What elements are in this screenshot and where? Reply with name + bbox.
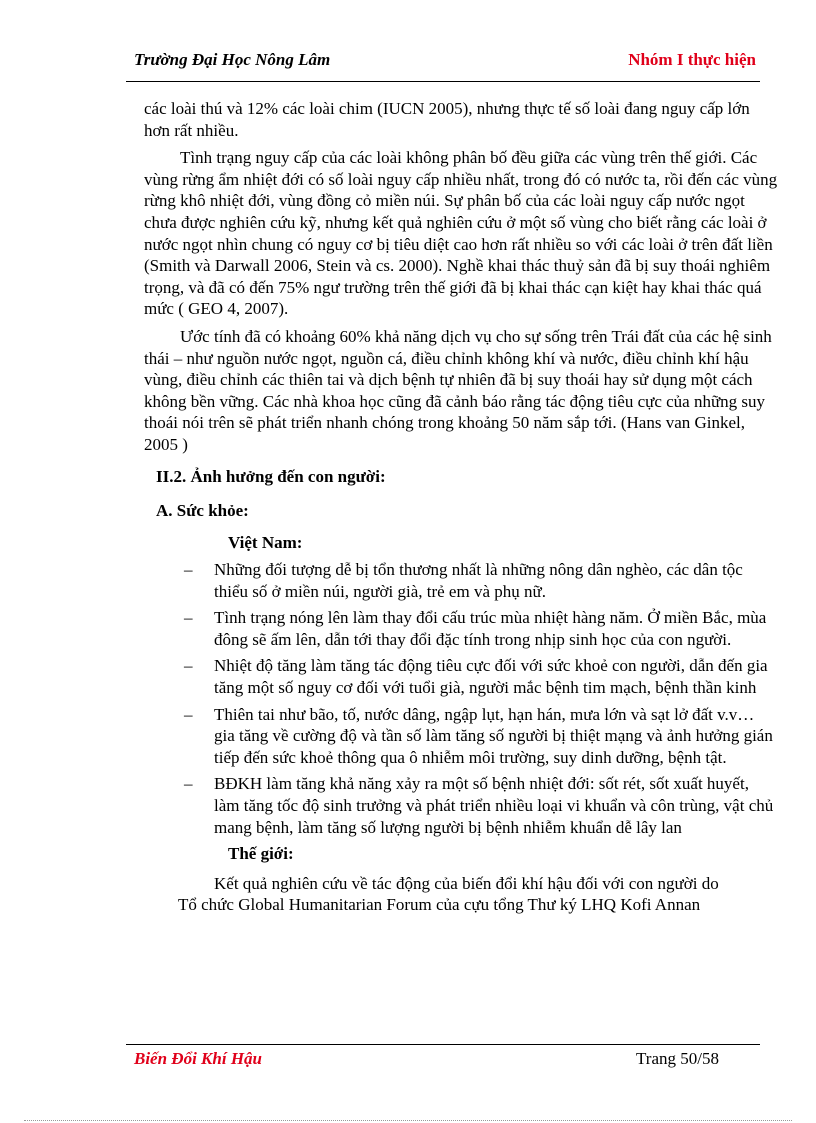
footer-divider [126, 1044, 760, 1045]
list-item: – Tình trạng nóng lên làm thay đổi cấu trúc mùa nhiệt hàng năm. Ở miền Bắc, mùa đông sẽ ấm lên, dẫn tới thay đổi đặc tính trong nhịp sinh học của con người. [184, 608, 767, 649]
subsection-heading-health: A. Sức khỏe: [156, 500, 249, 520]
footer-document-title: Biến Đổi Khí Hậu [134, 1049, 263, 1068]
dash-bullet: – [184, 704, 193, 724]
dash-bullet: – [184, 560, 193, 580]
health-impact-list [144, 559, 778, 838]
header-group-credit: Nhóm I thực hiện [628, 50, 756, 69]
dash-bullet: – [184, 656, 193, 676]
page-body [144, 98, 778, 922]
vietnam-label: Việt Nam: [228, 532, 303, 552]
paragraph-endangered-distribution: Tình trạng nguy cấp của các loài không phân bố đều giữa các vùng trên thế giới. Các vùng rừng ẩm nhiệt đới có số loài nguy cấp nhiều nhất, trong đó có nước ta, rồi đến các vùng rừng khô nhiệt đới, vùng đồng cỏ miền núi. Sự phân bố của các loài nguy cấp nước ngọt chưa được nghiên cứu kỹ, nhưng kết quả nghiên cứu ở một số vùng cho biết rằng các loài ở nước ngọt nhìn chung có nguy cơ bị tiêu diệt cao hơn rất nhiều so với các loài ở trên đất liền (Smith và Darwall 2006, Stein và cs. 2000). Nghề khai thác thuỷ sản đã bị suy thoái nghiêm trọng, và đã có đến 75% ngư trường trên thế giới đã bị khai thác cạn kiệt hay khai thác quá mức ( GEO 4, 2007). [144, 148, 778, 319]
page-edge-line [24, 1120, 792, 1121]
paragraph-world-research: Kết quả nghiên cứu về tác động của biến đổi khí hậu đối với con người do Tổ chức Global Humanitarian Forum của cựu tổng Thư ký LHQ Kofi Annan [178, 873, 719, 915]
page-number: Trang 50/58 [636, 1049, 719, 1068]
header-divider [126, 81, 760, 82]
list-item: – Thiên tai như bão, tố, nước dâng, ngập lụt, hạn hán, mưa lớn và sạt lở đất v.v… gia tăng về cường độ và tần số làm tăng số người bị thiệt mạng và ảnh hưởng gián tiếp đến sức khoẻ thông qua ô nhiễm môi trường, suy dinh dưỡng, bệnh tật. [184, 704, 773, 767]
paragraph-ecosystem-services: Ước tính đã có khoảng 60% khả năng dịch vụ cho sự sống trên Trái đất của các hệ sinh thái – như nguồn nước ngọt, nguồn cá, điều chỉnh không khí và nước, điều chỉnh khí hậu vùng, điều chỉnh các thiên tai và dịch bệnh tự nhiên đã bị suy thoái hay sử dụng một cách không bền vững. Các nhà khoa học cũng đã cảnh báo rằng tác động tiêu cực của những suy thoái nói trên sẽ phát triển nhanh chóng trong khoảng 50 năm sắp tới. (Hans van Ginkel, 2005 ) [144, 326, 772, 454]
section-heading: II.2. Ảnh hưởng đến con người: [156, 466, 386, 486]
dash-bullet: – [184, 608, 193, 628]
list-item: – BĐKH làm tăng khả năng xảy ra một số bệnh nhiệt đới: sốt rét, sốt xuất huyết, làm tăng tốc độ sinh trưởng và phát triển nhiều loại vi khuẩn và côn trùng, vật chủ mang bệnh, làm tăng số lượng người bị bệnh nhiễm khuẩn dễ lây lan [184, 774, 774, 837]
dash-bullet: – [184, 774, 193, 794]
world-label: Thế giới: [228, 844, 294, 864]
list-item: – Nhiệt độ tăng làm tăng tác động tiêu cực đối với sức khoẻ con người, dẫn đến gia tăng một số nguy cơ đối với tuổi già, người mắc bệnh tim mạch, bệnh thần kinh [184, 656, 768, 698]
list-item: – Những đối tượng dễ bị tổn thương nhất là những nông dân nghèo, các dân tộc thiểu số ở miền núi, người già, trẻ em và phụ nữ. [184, 560, 743, 601]
paragraph-continuation: các loài thú và 12% các loài chim (IUCN 2005), nhưng thực tế số loài đang nguy cấp lớn hơn rất nhiều. [144, 99, 750, 140]
header-school-name: Trường Đại Học Nông Lâm [134, 50, 331, 69]
